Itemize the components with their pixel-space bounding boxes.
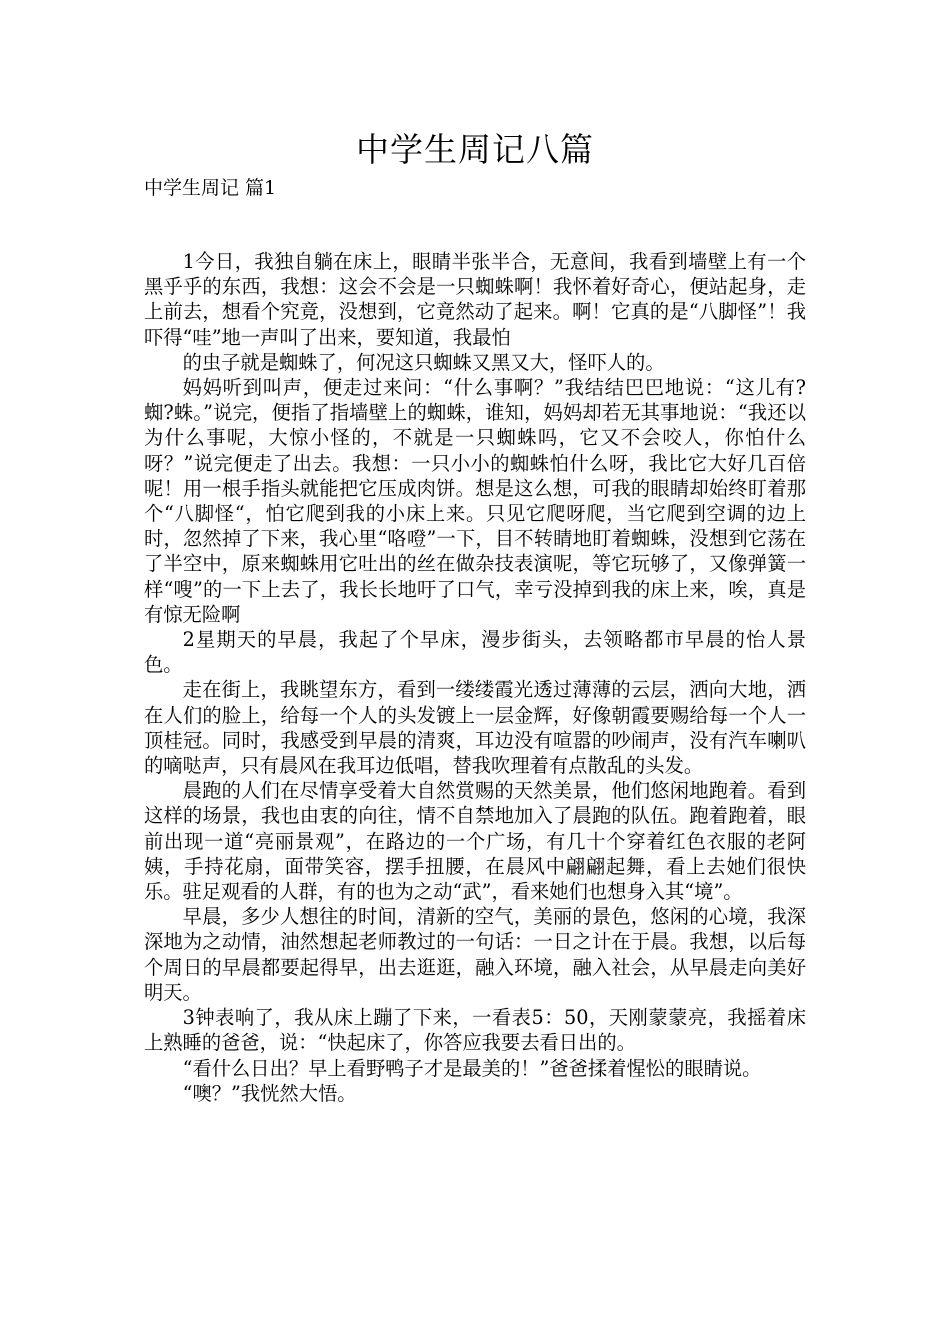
paragraph: 的虫子就是蜘蛛了，何况这只蜘蛛又黑又大，怪吓人的。 <box>182 350 665 374</box>
document-subtitle: 中学生周记 篇1 <box>144 177 277 199</box>
paragraph: 走在街上，我眺望东方，看到一缕缕霞光透过薄薄的云层，洒向大地，洒在人们的脸上，给每一个人的头发镀上一层金辉，好像朝霞要赐给每一个人一顶桂冠。同时，我感受到早晨的清爽，耳边没有喧嚣的吵闹声，没有汽车喇叭的嘀哒声，只有晨风在我耳边低唱，替我吹理着有点散乱的头发。 <box>144 678 806 778</box>
paragraph: 1今日，我独自躺在床上，眼睛半张半合，无意间，我看到墙壁上有一个黑乎乎的东西，我想：这会不会是一只蜘蛛啊！我怀着好奇心，便站起身，走上前去，想看个究竟，没想到，它竟然动了起来。啊！它真的是“八脚怪”！我吓得“哇”地一声叫了出来，要知道，我最怕 <box>144 250 806 349</box>
paragraph: “噢？”我恍然大悟。 <box>182 1081 357 1105</box>
document-body <box>144 249 806 1106</box>
paragraph: 2星期天的早晨，我起了个早床，漫步街头，去领略都市早晨的怡人景色。 <box>144 628 806 677</box>
document-title: 中学生周记八篇 <box>356 130 594 169</box>
paragraph: “看什么日出？早上看野鸭子才是最美的！”爸爸揉着惺忪的眼睛说。 <box>182 1056 762 1080</box>
paragraph: 早晨，多少人想往的时间，清新的空气，美丽的景色，悠闲的心境，我深深地为之动情，油然想起老师教过的一句话：一日之计在于晨。我想，以后每个周日的早晨都要起得早，出去逛逛，融入环境，融入社会，从早晨走向美好明天。 <box>144 905 806 1004</box>
paragraph: 3钟表响了，我从床上蹦了下来，一看表5：50，天刚蒙蒙亮，我摇着床上熟睡的爸爸，说：“快起床了，你答应我要去看日出的。 <box>144 1006 806 1055</box>
paragraph: 妈妈听到叫声，便走过来问：“什么事啊？”我结结巴巴地说：“这儿有?蜘?蛛。”说完，便指了指墙壁上的蜘蛛，谁知，妈妈却若无其事地说：“我还以为什么事呢，大惊小怪的，不就是一只蜘蛛吗，它又不会咬人，你怕什么呀？”说完便走了出去。我想：一只小小的蜘蛛怕什么呀，我比它大好几百倍呢！用一根手指头就能把它压成肉饼。想是这么想，可我的眼睛却始终盯着那个“八脚怪“，怕它爬到我的小床上来。只见它爬呀爬，当它爬到空调的边上时，忽然掉了下来，我心里“咯噔”一下，目不转睛地盯着蜘蛛，没想到它荡在了半空中，原来蜘蛛用它吐出的丝在做杂技表演呢，等它玩够了，又像弹簧一样“嗖”的一下上去了，我长长地吁了口气，幸亏没掉到我的床上来，唉，真是有惊无险啊 <box>144 376 806 626</box>
paragraph: 晨跑的人们在尽情享受着大自然赏赐的天然美景，他们悠闲地跑着。看到这样的场景，我也由衷的向往，情不自禁地加入了晨跑的队伍。跑着跑着，眼前出现一道“亮丽景观”，在路边的一个广场，有几十个穿着红色衣服的老阿姨，手持花扇，面带笑容，摆手扭腰，在晨风中翩翩起舞，看上去她们很快乐。驻足观看的人群，有的也为之动“武”，看来她们也想身入其“境”。 <box>144 779 806 904</box>
